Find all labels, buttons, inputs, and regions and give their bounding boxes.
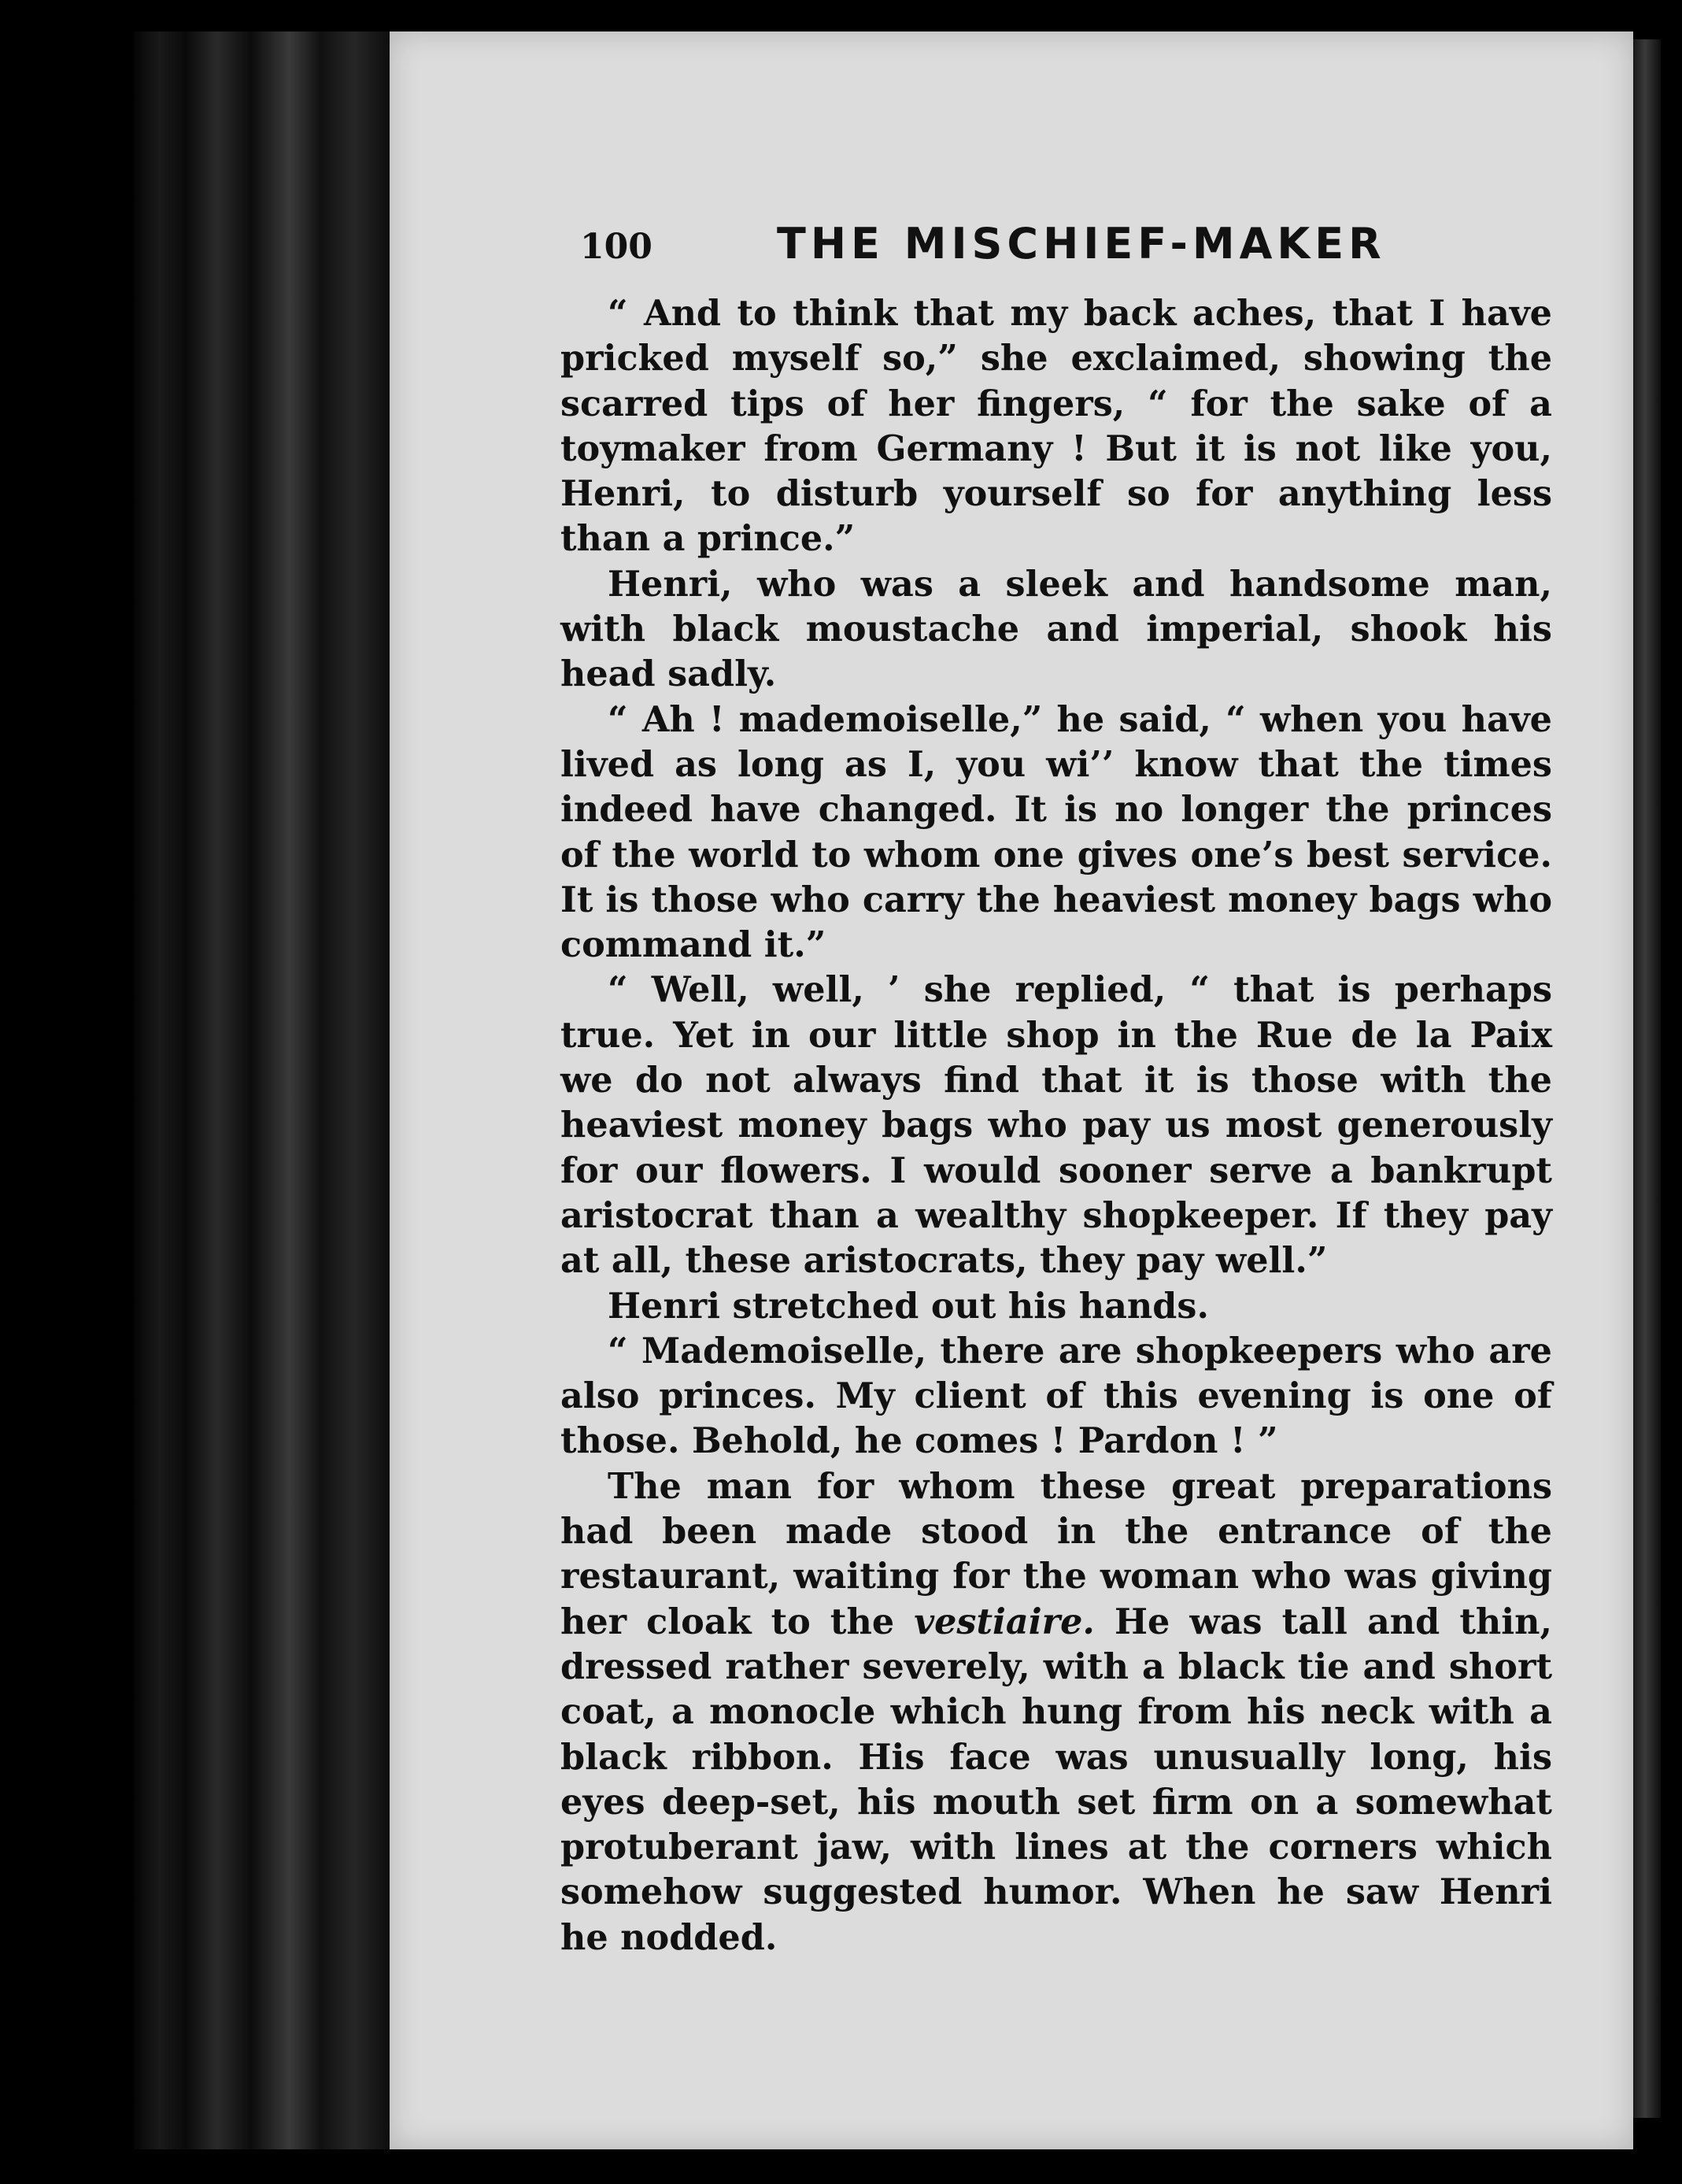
paragraph: Henri stretched out his hands. — [608, 1285, 1209, 1327]
body-text — [560, 291, 1552, 1960]
paragraph: “ Ah ! mademoiselle,” he said, “ when you have lived as long as I, you wi’’ know that the times indeed have changed. It is no longer the princes of the world to whom one gives one’s best service. It is those who carry the heaviest money bags who command it.” — [560, 698, 1552, 966]
paragraph-text: The man for whom these great preparations had been made stood in the entrance of the restaurant, waiting for the woman who was giving her cloak to the — [560, 1465, 1552, 1642]
page-number: 100 — [580, 227, 652, 267]
page-right-edge — [1629, 39, 1661, 2118]
italic-word: vestiaire. — [914, 1601, 1095, 1642]
paragraph-last — [560, 1464, 1552, 1960]
paragraph: “ And to think that my back aches, that I have pricked myself so,” she exclaimed, showing the scarred tips of her fingers, “ for the sake of a toymaker from Germany ! But it is not like you, Henri, to disturb yourself so for anything less than a prince.” — [560, 293, 1552, 560]
paragraph-text: He was tall and thin, dressed rather severely, with a black tie and short coat, a monocle which hung from his neck with a black ribbon. His face was unusually long, his eyes deep-set, his mouth set firm on a somewhat protuberant jaw, with lines at the corners which somehow suggested humor. When he saw Henri he nodded. — [560, 1601, 1552, 1958]
paragraph: “ Mademoiselle, there are shopkeepers who are also princes. My client of this evening is one of those. Behold, he comes ! Pardon ! ” — [560, 1330, 1552, 1462]
paragraph: Henri, who was a sleek and handsome man, with black moustache and imperial, shook his head sadly. — [560, 563, 1552, 695]
paragraph: “ Well, well, ’ she replied, “ that is perhaps true. Yet in our little shop in the Rue de la Paix we do not always find that it is those with the heaviest money bags who pay us most generously for our flowers. I would sooner serve a bankrupt aristocrat than a wealthy shopkeeper. If they pay at all, these aristocrats, they pay well.” — [560, 969, 1552, 1282]
page-header — [580, 219, 1395, 282]
book-spine-edge — [134, 31, 394, 2149]
running-title: THE MISCHIEF-MAKER — [777, 219, 1386, 268]
